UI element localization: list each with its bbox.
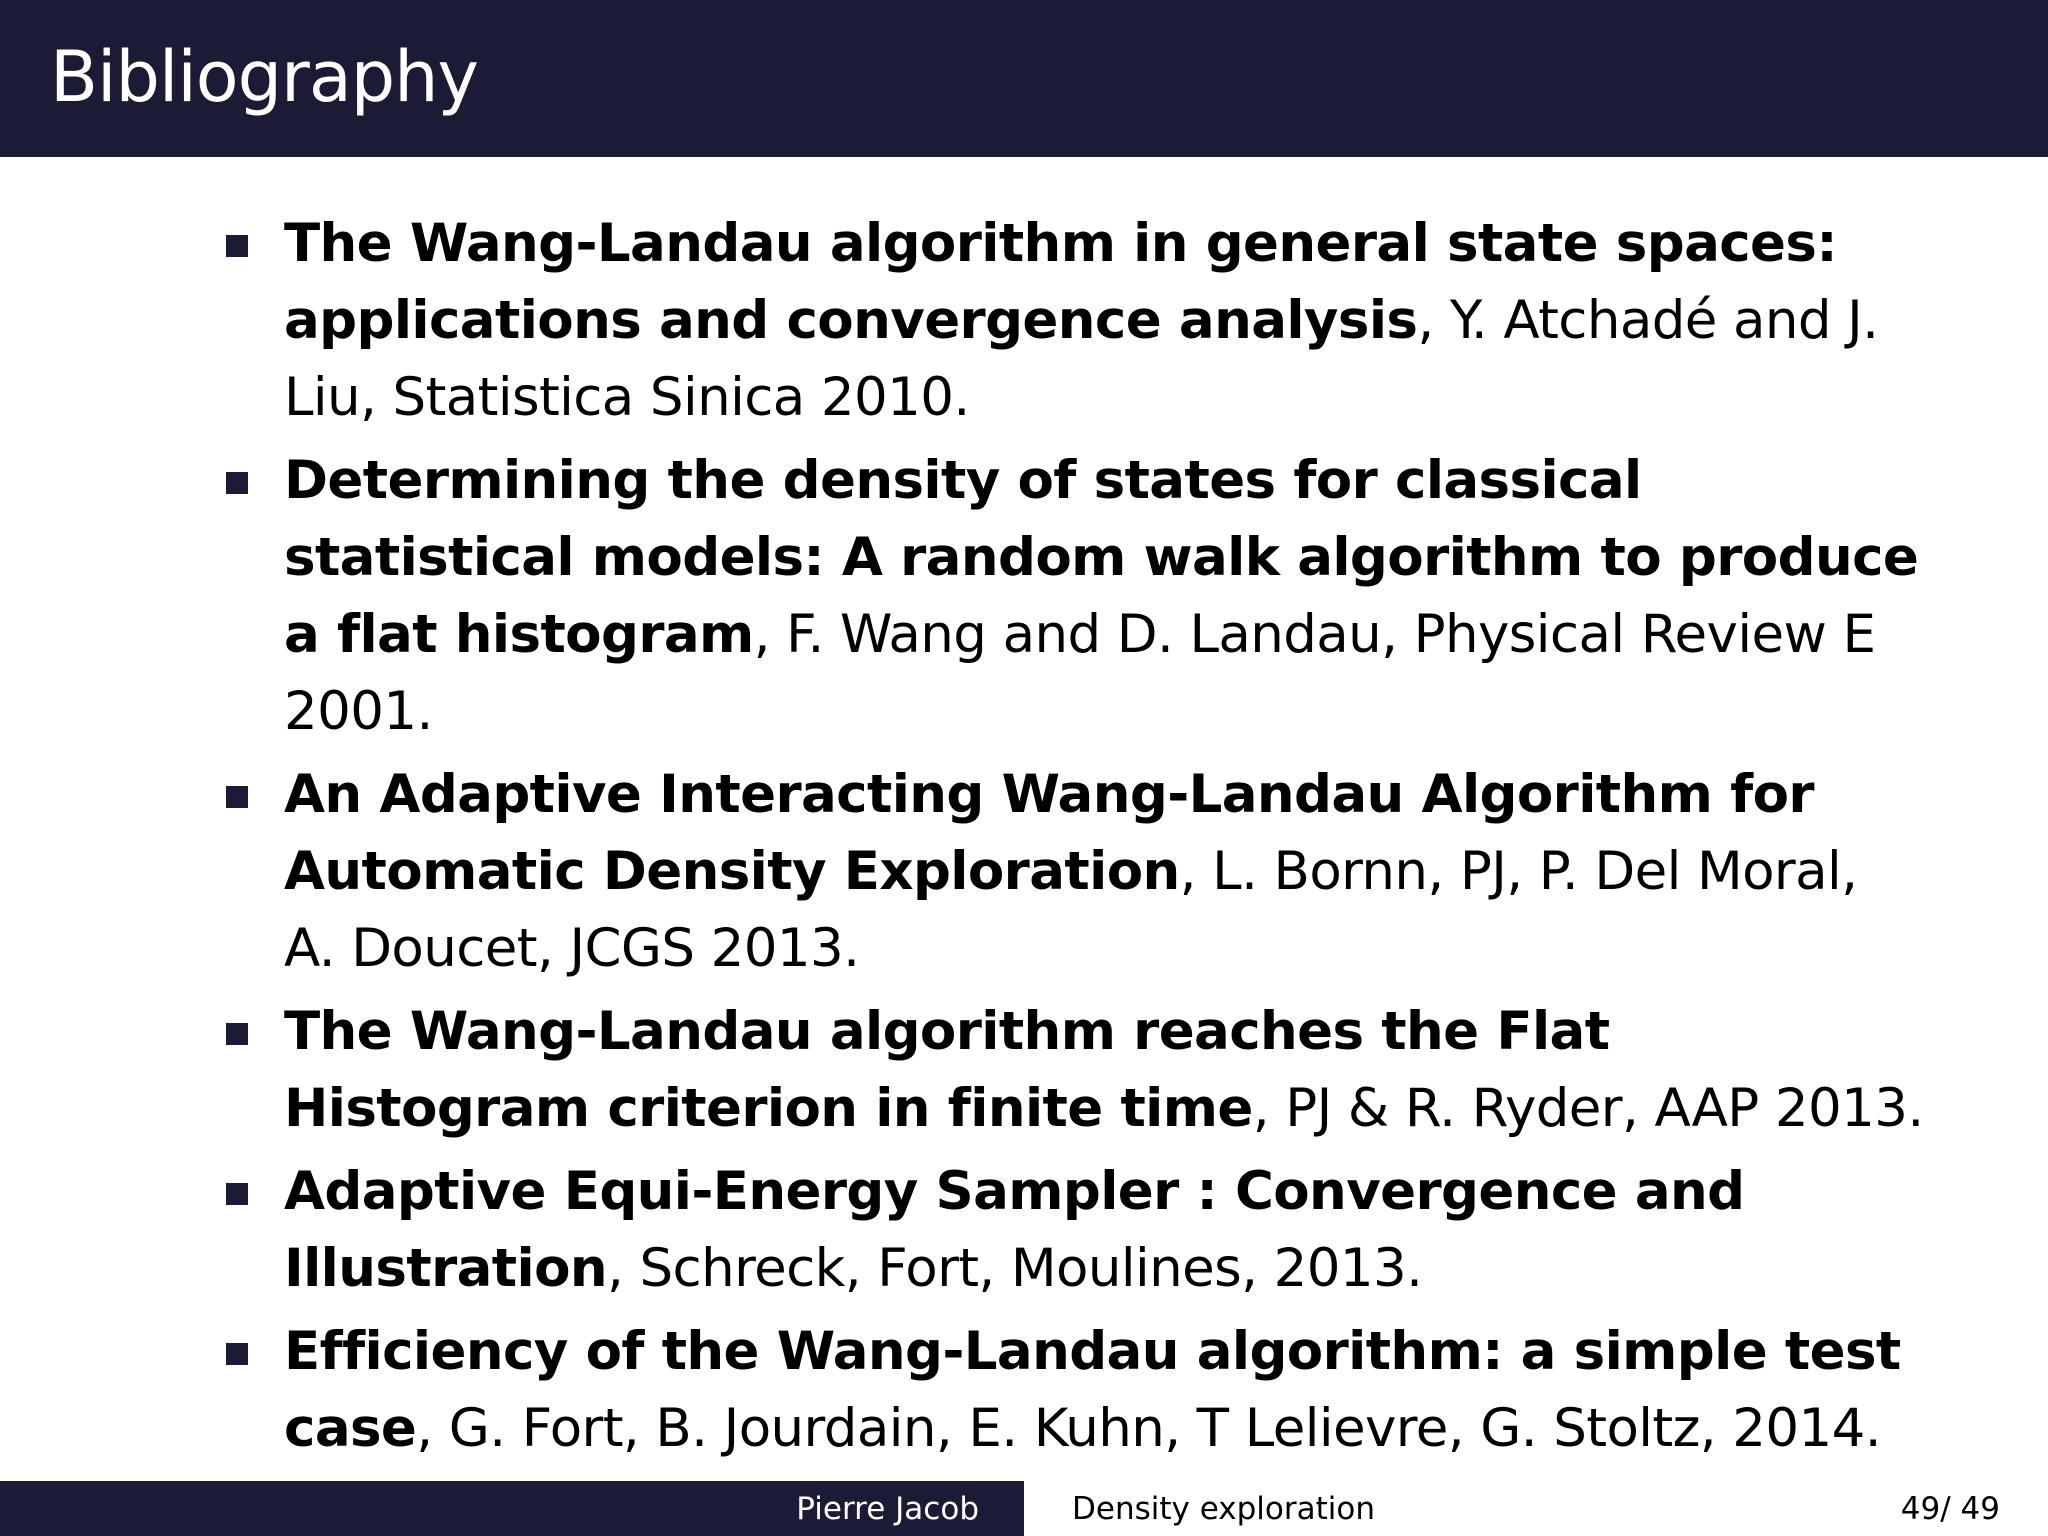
reference-title: An Adaptive Interacting Wang-Landau Algorithm for Automatic Density Exploration — [284, 764, 1814, 902]
reference-details: , G. Fort, B. Jourdain, E. Kuhn, T Lelievre, G. Stoltz, 2014. — [416, 1398, 1882, 1459]
square-bullet-icon — [226, 1343, 248, 1365]
reference-item — [284, 205, 1924, 436]
bibliography-list — [0, 205, 2048, 1473]
reference-details: , Schreck, Fort, Moulines, 2013. — [607, 1238, 1423, 1299]
reference-item — [284, 993, 1924, 1147]
reference-title: The Wang-Landau algorithm reaches the Flat Histogram criterion in finite time — [284, 1001, 1610, 1139]
footer-info-panel — [1024, 1481, 2048, 1536]
reference-item — [284, 756, 1924, 987]
reference-title: Adaptive Equi-Energy Sampler : Convergence and Illustration — [284, 1161, 1745, 1299]
square-bullet-icon — [226, 786, 248, 808]
footer-short-title: Density exploration — [1072, 1491, 1375, 1527]
reference-title: Efficiency of the Wang-Landau algorithm: a simple test case — [284, 1321, 1901, 1459]
footer-author: Pierre Jacob — [796, 1490, 979, 1527]
reference-item — [284, 442, 1924, 750]
square-bullet-icon — [226, 235, 248, 257]
reference-item — [284, 1153, 1924, 1307]
reference-details: , PJ & R. Ryder, AAP 2013. — [1252, 1078, 1924, 1139]
square-bullet-icon — [226, 1023, 248, 1045]
reference-title: Determining the density of states for classical statistical models: A random walk algorithm to produce a flat histogram — [284, 450, 1919, 665]
square-bullet-icon — [226, 472, 248, 494]
slide-title: Bibliography — [50, 36, 478, 118]
slide-footer — [0, 1481, 2048, 1536]
footer-author-panel — [0, 1481, 1024, 1536]
reference-details: , L. Bornn, PJ, P. Del Moral, A. Doucet, JCGS 2013. — [284, 841, 1858, 979]
square-bullet-icon — [226, 1183, 248, 1205]
reference-details: , F. Wang and D. Landau, Physical Review E 2001. — [284, 604, 1876, 742]
reference-details: , Y. Atchadé and J. Liu, Statistica Sinica 2010. — [284, 290, 1879, 428]
page-number: 49/ 49 — [1900, 1491, 2000, 1527]
slide-header — [0, 0, 2048, 157]
reference-title: The Wang-Landau algorithm in general state spaces: applications and convergence analysis — [284, 213, 1837, 351]
reference-item — [284, 1313, 1924, 1467]
